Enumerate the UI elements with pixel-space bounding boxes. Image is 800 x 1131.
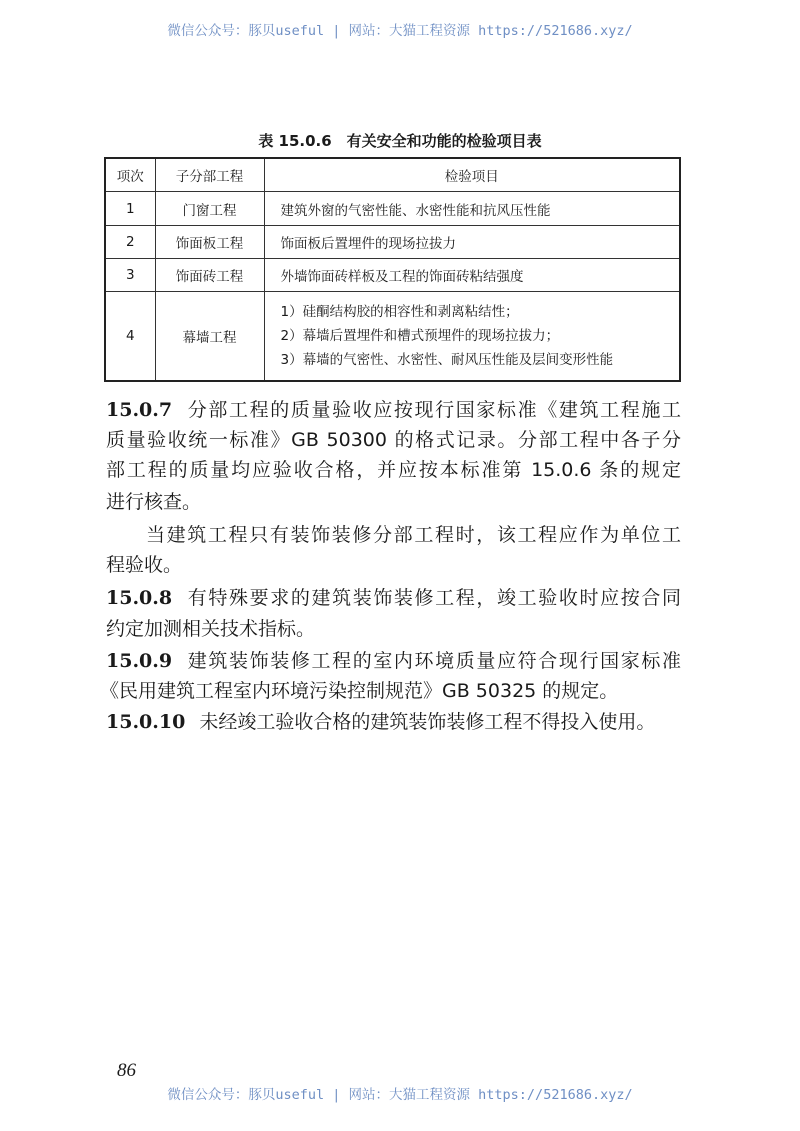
clause-15-0-7-line: 部工程的质量均应验收合格，并应按本标准第 15.0.6 条的规定 xyxy=(106,459,681,481)
clause-15-0-7-line: 质量验收统一标准》GB 50300 的格式记录。分部工程中各子分 xyxy=(106,429,681,451)
cell-sub: 饰面板工程 xyxy=(155,226,264,259)
page-number: 86 xyxy=(117,1060,136,1081)
cell-items: 饰面板后置埋件的现场拉拔力 xyxy=(264,226,680,259)
table-row xyxy=(105,192,680,226)
table-header-row xyxy=(105,158,680,192)
sub-item: 3）幕墙的气密性、水密性、耐风压性能及层间变形性能 xyxy=(280,352,614,368)
cell-no: 1 xyxy=(105,192,155,226)
clause-text: 建筑装饰装修工程的室内环境质量应符合现行国家标准 xyxy=(186,650,681,672)
table-row xyxy=(105,292,680,382)
cell-items xyxy=(264,292,680,382)
paragraph-line: 程验收。 xyxy=(106,554,183,576)
clause-15-0-8-line: 约定加测相关技术指标。 xyxy=(106,618,316,640)
clause-number: 15.0.10 xyxy=(106,711,186,733)
clause-text: 未经竣工验收合格的建筑装饰装修工程不得投入使用。 xyxy=(199,711,656,733)
clause-number: 15.0.9 xyxy=(106,650,173,672)
header-no: 项次 xyxy=(105,158,155,192)
clause-15-0-10-line xyxy=(106,707,681,734)
clause-15-0-9-line xyxy=(106,646,681,673)
cell-items: 外墙饰面砖样板及工程的饰面砖粘结强度 xyxy=(264,259,680,292)
cell-no: 4 xyxy=(105,292,155,382)
clause-number: 15.0.7 xyxy=(106,399,173,421)
clause-15-0-7-line xyxy=(106,395,681,422)
clause-text: 有特殊要求的建筑装饰装修工程，竣工验收时应按合同 xyxy=(186,587,681,609)
cell-sub: 幕墙工程 xyxy=(155,292,264,382)
cell-sub: 门窗工程 xyxy=(155,192,264,226)
cell-sub: 饰面砖工程 xyxy=(155,259,264,292)
watermark-top: 微信公众号：豚贝useful | 网站：大猫工程资源 https://521686.xyz/ xyxy=(167,23,633,39)
clause-15-0-9-line: 《民用建筑工程室内环境污染控制规范》GB 50325 的规定。 xyxy=(100,680,619,702)
clause-15-0-7-line: 进行核查。 xyxy=(106,491,202,513)
sub-item: 2）幕墙后置埋件和槽式预埋件的现场拉拔力； xyxy=(280,328,560,344)
paragraph-line: 当建筑工程只有装饰装修分部工程时，该工程应作为单位工 xyxy=(146,524,681,546)
clause-text: 分部工程的质量验收应按现行国家标准《建筑工程施工 xyxy=(186,399,681,421)
table-row xyxy=(105,259,680,292)
watermark-bottom: 微信公众号：豚贝useful | 网站：大猫工程资源 https://521686.xyz/ xyxy=(167,1087,633,1103)
cell-items: 建筑外窗的气密性能、水密性能和抗风压性能 xyxy=(264,192,680,226)
sub-item: 1）硅酮结构胶的相容性和剥离粘结性； xyxy=(280,304,519,320)
cell-no: 3 xyxy=(105,259,155,292)
cell-no: 2 xyxy=(105,226,155,259)
inspection-items-table xyxy=(104,157,681,382)
table-caption: 表 15.0.6 有关安全和功能的检验项目表 xyxy=(258,132,542,150)
header-sub: 子分部工程 xyxy=(155,158,264,192)
clause-15-0-8-line xyxy=(106,583,681,610)
table-row xyxy=(105,226,680,259)
header-items: 检验项目 xyxy=(264,158,680,192)
clause-number: 15.0.8 xyxy=(106,587,173,609)
